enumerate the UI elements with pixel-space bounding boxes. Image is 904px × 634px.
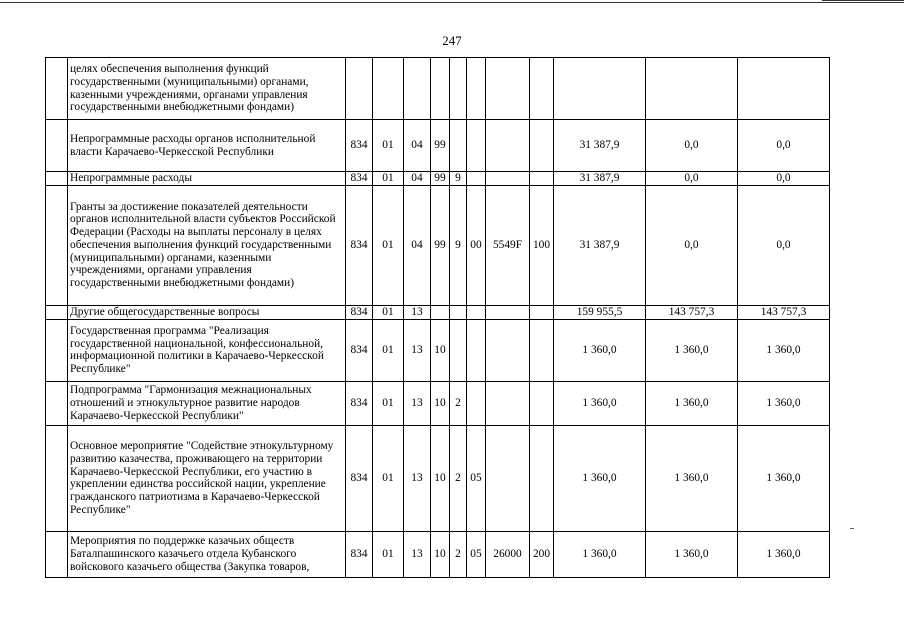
margin-tick (850, 528, 854, 529)
event-code (467, 172, 486, 186)
row-number-cell (46, 120, 68, 172)
amount-year-3: 1 360,0 (738, 381, 830, 425)
page-top-rule (0, 2, 904, 3)
section-code (373, 58, 404, 120)
amount-year-3: 143 757,3 (738, 305, 830, 319)
amount-year-3: 0,0 (738, 185, 830, 305)
expense-type-code (530, 425, 554, 531)
amount-year-3 (738, 58, 830, 120)
expense-type-code (530, 305, 554, 319)
amount-year-3: 1 360,0 (738, 319, 830, 381)
table-row (46, 120, 830, 172)
direction-code (486, 319, 530, 381)
expense-type-code: 200 (530, 531, 554, 577)
ministry-code: 834 (346, 381, 373, 425)
row-number-cell (46, 58, 68, 120)
subsection-code (404, 58, 431, 120)
ministry-code: 834 (346, 305, 373, 319)
budget-table-body (46, 58, 830, 578)
row-name: Непрограммные расходы (68, 172, 346, 186)
expense-type-code (530, 381, 554, 425)
amount-year-3: 1 360,0 (738, 425, 830, 531)
event-code (467, 120, 486, 172)
section-code: 01 (373, 319, 404, 381)
subsection-code: 13 (404, 305, 431, 319)
direction-code (486, 58, 530, 120)
row-number-cell (46, 381, 68, 425)
event-code (467, 58, 486, 120)
row-number-cell (46, 185, 68, 305)
row-name: Мероприятия по поддержке казачьих обществ Баталпашинского казачьего отдела Кубанского войскового казачьего общества (Закупка товаров, (68, 531, 346, 577)
program-code: 99 (431, 120, 450, 172)
direction-code (486, 425, 530, 531)
amount-year-2: 1 360,0 (646, 425, 738, 531)
subprogram-code (450, 120, 467, 172)
section-code: 01 (373, 531, 404, 577)
ministry-code (346, 58, 373, 120)
expense-type-code (530, 319, 554, 381)
event-code: 05 (467, 425, 486, 531)
amount-year-2: 0,0 (646, 172, 738, 186)
amount-year-1: 1 360,0 (554, 425, 646, 531)
expense-type-code (530, 172, 554, 186)
amount-year-3: 0,0 (738, 120, 830, 172)
page-number: 247 (442, 33, 462, 48)
subsection-code: 13 (404, 319, 431, 381)
subprogram-code: 2 (450, 381, 467, 425)
table-row (46, 319, 830, 381)
event-code: 05 (467, 531, 486, 577)
table-row (46, 381, 830, 425)
event-code (467, 319, 486, 381)
ministry-code: 834 (346, 531, 373, 577)
subprogram-code (450, 305, 467, 319)
amount-year-3: 0,0 (738, 172, 830, 186)
direction-code: 26000 (486, 531, 530, 577)
expense-type-code: 100 (530, 185, 554, 305)
subprogram-code: 9 (450, 172, 467, 186)
program-code: 99 (431, 185, 450, 305)
subsection-code: 04 (404, 185, 431, 305)
direction-code (486, 120, 530, 172)
amount-year-1: 159 955,5 (554, 305, 646, 319)
ministry-code: 834 (346, 172, 373, 186)
row-number-cell (46, 425, 68, 531)
row-name: Другие общегосударственные вопросы (68, 305, 346, 319)
direction-code (486, 381, 530, 425)
amount-year-2: 0,0 (646, 185, 738, 305)
amount-year-1: 31 387,9 (554, 120, 646, 172)
row-name: Гранты за достижение показателей деятельности органов исполнительной власти субъектов Российской Федерации (Расходы на выплаты персоналу в целях обеспечения выполнения функций государственными (муниципальными) органами, казенными учреждениями, органами управления государственными внебюджетными фондами) (68, 185, 346, 305)
event-code (467, 305, 486, 319)
program-code: 10 (431, 319, 450, 381)
budget-table (45, 57, 830, 578)
subprogram-code: 2 (450, 531, 467, 577)
table-row (46, 425, 830, 531)
program-code: 99 (431, 172, 450, 186)
row-name: Непрограммные расходы органов исполнительной власти Карачаево-Черкесской Республики (68, 120, 346, 172)
amount-year-2: 1 360,0 (646, 531, 738, 577)
ministry-code: 834 (346, 120, 373, 172)
direction-code (486, 305, 530, 319)
amount-year-1 (554, 58, 646, 120)
table-row (46, 185, 830, 305)
subsection-code: 04 (404, 120, 431, 172)
row-name: Государственная программа "Реализация государственной национальной, конфессиональной, информационной политики в Карачаево-Черкесской Республике" (68, 319, 346, 381)
program-code (431, 305, 450, 319)
row-number-cell (46, 531, 68, 577)
amount-year-1: 31 387,9 (554, 185, 646, 305)
event-code (467, 381, 486, 425)
amount-year-1: 1 360,0 (554, 381, 646, 425)
subsection-code: 13 (404, 425, 431, 531)
row-number-cell (46, 172, 68, 186)
expense-type-code (530, 58, 554, 120)
section-code: 01 (373, 120, 404, 172)
subsection-code: 13 (404, 531, 431, 577)
subprogram-code (450, 58, 467, 120)
section-code: 01 (373, 381, 404, 425)
amount-year-1: 1 360,0 (554, 531, 646, 577)
expense-type-code (530, 120, 554, 172)
ministry-code: 834 (346, 425, 373, 531)
amount-year-2: 1 360,0 (646, 319, 738, 381)
event-code: 00 (467, 185, 486, 305)
subprogram-code: 2 (450, 425, 467, 531)
amount-year-1: 1 360,0 (554, 319, 646, 381)
ministry-code: 834 (346, 185, 373, 305)
amount-year-2: 0,0 (646, 120, 738, 172)
row-name: Основное мероприятие "Содействие этнокультурному развитию казачества, проживающего на территории Карачаево-Черкесской Республики, его участию в укреплении единства российской нации, укрепление гражданского патриотизма в Карачаево-Черкесской Республике" (68, 425, 346, 531)
section-code: 01 (373, 185, 404, 305)
amount-year-1: 31 387,9 (554, 172, 646, 186)
page-top-rule-mark (822, 0, 904, 4)
amount-year-3: 1 360,0 (738, 531, 830, 577)
section-code: 01 (373, 305, 404, 319)
section-code: 01 (373, 172, 404, 186)
direction-code (486, 172, 530, 186)
row-number-cell (46, 305, 68, 319)
table-row (46, 58, 830, 120)
program-code: 10 (431, 425, 450, 531)
direction-code: 5549F (486, 185, 530, 305)
row-number-cell (46, 319, 68, 381)
table-row (46, 305, 830, 319)
subprogram-code: 9 (450, 185, 467, 305)
row-name: целях обеспечения выполнения функций государственными (муниципальными) органами, казенными учреждениями, органами управления государственными внебюджетными фондами) (68, 58, 346, 120)
row-name: Подпрограмма "Гармонизация межнациональных отношений и этнокультурное развитие народов Карачаево-Черкесской Республики" (68, 381, 346, 425)
section-code: 01 (373, 425, 404, 531)
table-row (46, 531, 830, 577)
table-row (46, 172, 830, 186)
ministry-code: 834 (346, 319, 373, 381)
amount-year-2 (646, 58, 738, 120)
subsection-code: 04 (404, 172, 431, 186)
amount-year-2: 1 360,0 (646, 381, 738, 425)
program-code (431, 58, 450, 120)
program-code: 10 (431, 381, 450, 425)
subprogram-code (450, 319, 467, 381)
subsection-code: 13 (404, 381, 431, 425)
amount-year-2: 143 757,3 (646, 305, 738, 319)
program-code: 10 (431, 531, 450, 577)
